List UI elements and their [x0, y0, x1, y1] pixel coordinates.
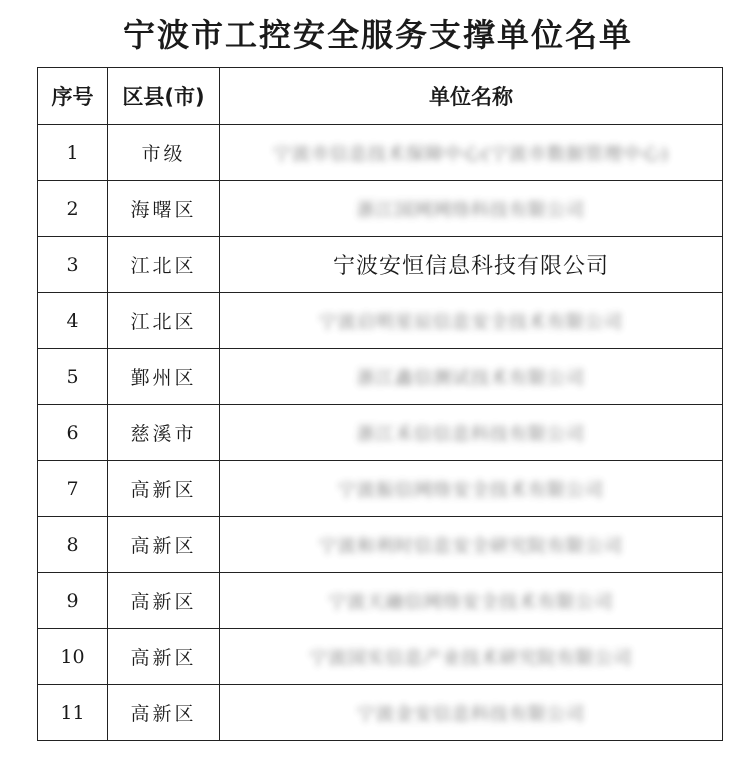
serial-cell	[38, 405, 108, 461]
serial-cell	[38, 685, 108, 741]
table-row	[38, 685, 723, 741]
table-row	[38, 349, 723, 405]
table-row	[38, 405, 723, 461]
district-cell	[108, 685, 220, 741]
blurred-unit-name: 宁波金安信息科技有限公司	[357, 703, 585, 725]
district-cell	[108, 125, 220, 181]
unit-name-cell	[220, 685, 723, 741]
serial-cell-text: 5	[66, 365, 79, 388]
district-cell-text: 江北区	[130, 311, 197, 333]
blurred-unit-name: 宁波振信网络安全技术有限公司	[338, 479, 604, 501]
district-cell-text: 高新区	[130, 591, 197, 613]
serial-cell	[38, 181, 108, 237]
serial-cell	[38, 629, 108, 685]
district-cell	[108, 293, 220, 349]
district-cell-text: 高新区	[130, 703, 197, 725]
serial-cell-text: 8	[66, 533, 79, 556]
unit-name-cell	[220, 293, 723, 349]
unit-name: 宁波安恒信息科技有限公司	[332, 254, 609, 279]
serial-cell-text: 7	[66, 477, 79, 500]
header-unit-name: 单位名称	[220, 68, 723, 125]
district-cell-text: 高新区	[130, 479, 197, 501]
header-district: 区县(市)	[108, 68, 220, 125]
unit-name-cell	[220, 405, 723, 461]
serial-cell	[38, 349, 108, 405]
table-row	[38, 181, 723, 237]
district-cell	[108, 517, 220, 573]
page-title: 宁波市工控安全服务支撑单位名单	[122, 16, 633, 54]
blurred-unit-name: 宁波市信息技术保障中心(宁波市数据管理中心)	[272, 143, 670, 165]
unit-name-cell	[220, 237, 723, 293]
serial-cell-text: 10	[60, 645, 85, 668]
district-cell	[108, 629, 220, 685]
blurred-unit-name: 浙江禾信信息科技有限公司	[357, 423, 585, 445]
serial-cell	[38, 125, 108, 181]
table-row	[38, 573, 723, 629]
unit-name-cell	[220, 125, 723, 181]
district-cell-text: 海曙区	[130, 199, 197, 221]
district-cell-text: 鄞州区	[130, 367, 197, 389]
serial-cell-text: 4	[66, 309, 79, 332]
district-cell-text: 市级	[141, 143, 186, 165]
table-row	[38, 517, 723, 573]
district-cell-text: 高新区	[130, 535, 197, 557]
unit-table	[37, 67, 723, 741]
blurred-unit-name: 宁波天融信网络安全技术有限公司	[328, 591, 614, 613]
unit-name-cell	[220, 349, 723, 405]
serial-cell	[38, 517, 108, 573]
district-cell-text: 江北区	[130, 255, 197, 277]
serial-cell	[38, 573, 108, 629]
serial-cell-text: 2	[66, 197, 79, 220]
unit-name-cell	[220, 573, 723, 629]
header-serial: 序号	[38, 68, 108, 125]
serial-cell	[38, 293, 108, 349]
district-cell-text: 慈溪市	[130, 423, 197, 445]
serial-cell-text: 6	[66, 421, 79, 444]
serial-cell-text: 11	[60, 701, 85, 724]
district-cell	[108, 573, 220, 629]
table-row	[38, 293, 723, 349]
serial-cell-text: 1	[66, 141, 79, 164]
district-cell	[108, 405, 220, 461]
serial-cell-text: 3	[66, 253, 79, 276]
table-row	[38, 237, 723, 293]
table-row	[38, 461, 723, 517]
blurred-unit-name: 宁波和利时信息安全研究院有限公司	[319, 535, 623, 557]
unit-name-cell	[220, 629, 723, 685]
district-cell	[108, 349, 220, 405]
district-cell	[108, 461, 220, 517]
district-cell	[108, 181, 220, 237]
blurred-unit-name: 宁波国实信息产业技术研究院有限公司	[309, 647, 633, 669]
blurred-unit-name: 浙江国网网络科技有限公司	[357, 199, 585, 221]
blurred-unit-name: 浙江鑫信测试技术有限公司	[357, 367, 585, 389]
unit-name-cell	[220, 181, 723, 237]
district-cell-text: 高新区	[130, 647, 197, 669]
unit-name-cell	[220, 461, 723, 517]
table-row	[38, 125, 723, 181]
serial-cell	[38, 461, 108, 517]
serial-cell	[38, 237, 108, 293]
serial-cell-text: 9	[66, 589, 79, 612]
district-cell	[108, 237, 220, 293]
table-header-row	[38, 68, 723, 125]
table-row	[38, 629, 723, 685]
unit-name-cell	[220, 517, 723, 573]
blurred-unit-name: 宁波启明星辰信息安全技术有限公司	[319, 311, 623, 333]
